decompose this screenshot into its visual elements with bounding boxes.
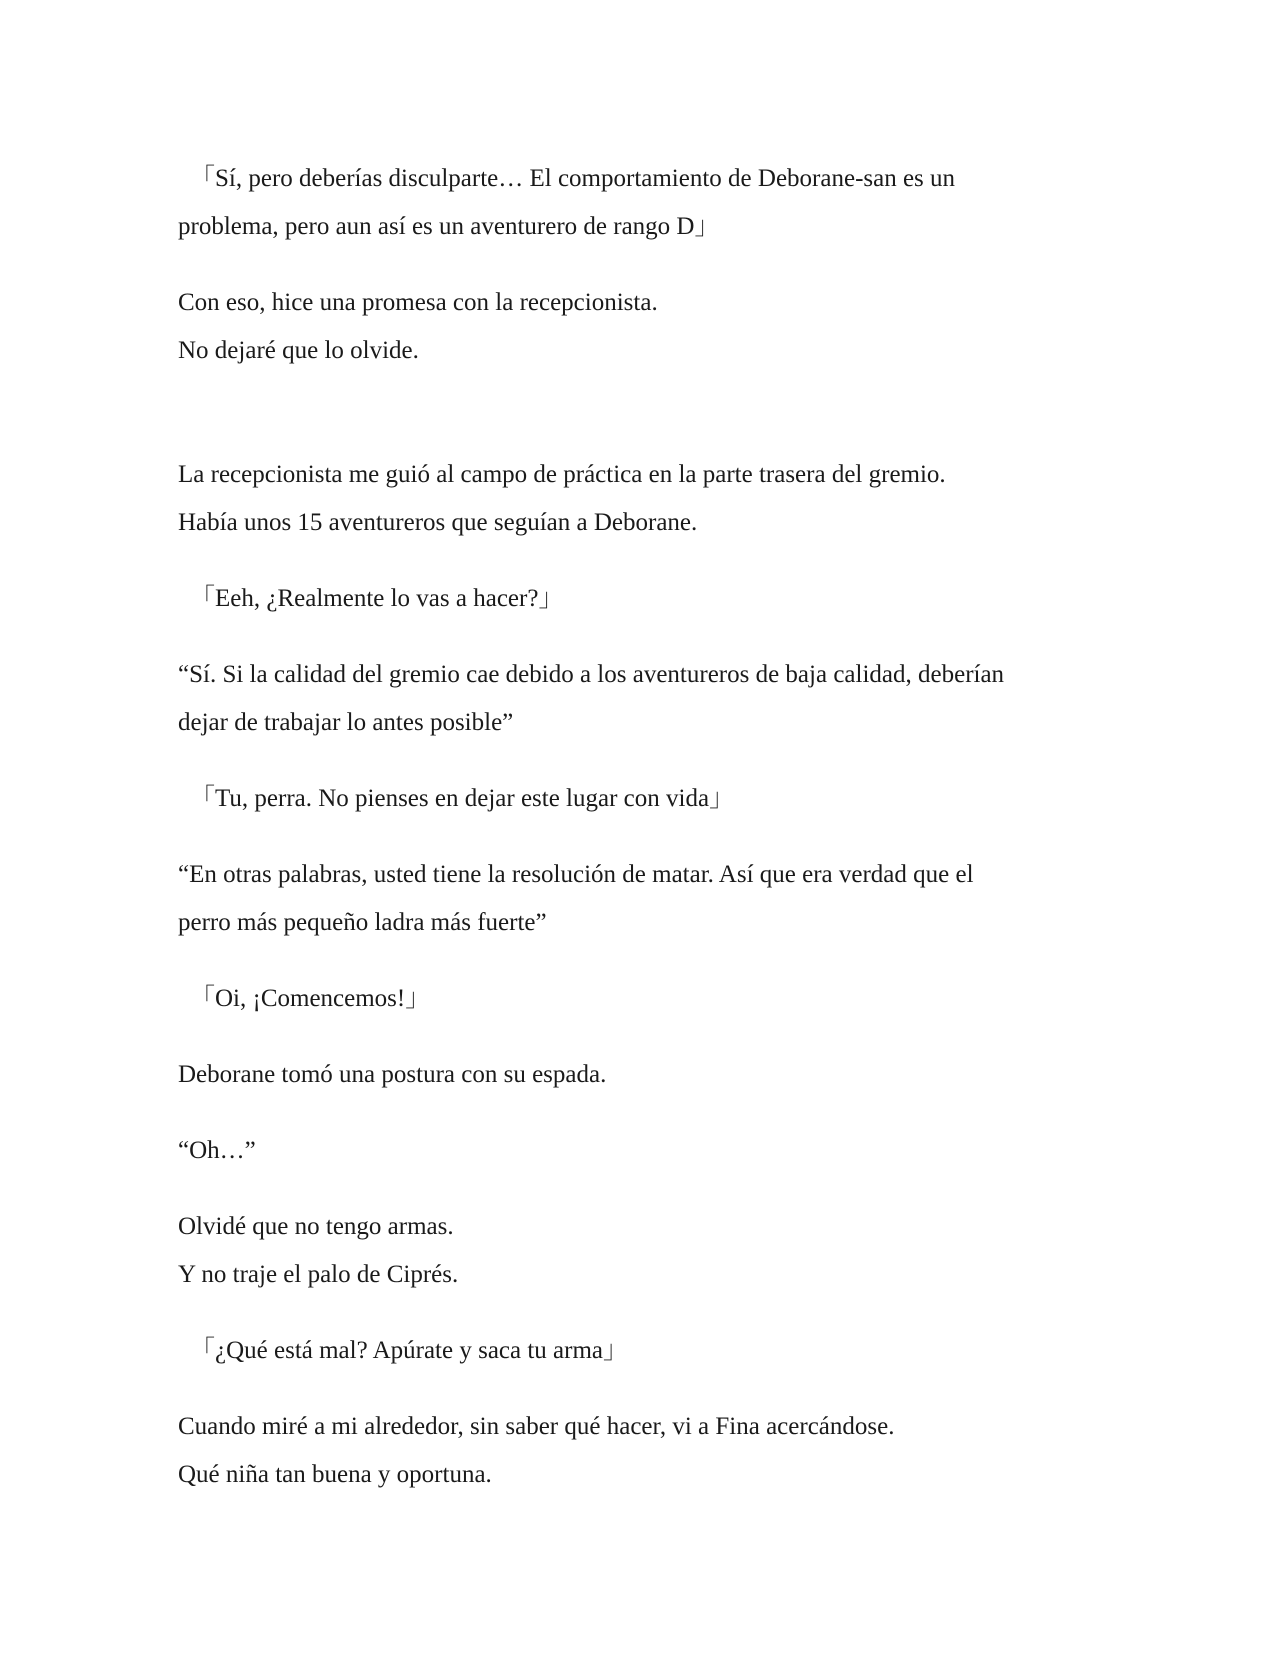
narration-paragraph [178, 451, 1098, 547]
text-line: 「Tu, perra. No pienses en dejar este lugar con vida」 [190, 785, 735, 812]
dialog-paragraph [178, 775, 1098, 823]
text-line: “Oh…” [178, 1137, 256, 1164]
dialog-paragraph [178, 575, 1098, 623]
narration-paragraph [178, 1127, 1098, 1175]
narration-paragraph [178, 651, 1098, 747]
narration-paragraph [178, 1051, 1098, 1099]
text-line: Olvidé que no tengo armas. [178, 1213, 454, 1240]
dialog-paragraph [178, 975, 1098, 1023]
document-body [178, 155, 1098, 1527]
text-line: Con eso, hice una promesa con la recepcionista. [178, 289, 658, 316]
text-line: “En otras palabras, usted tiene la resolución de matar. Así que era verdad que el [178, 861, 974, 888]
text-line: No dejaré que lo olvide. [178, 337, 419, 364]
text-line: 「Eeh, ¿Realmente lo vas a hacer?」 [190, 585, 564, 612]
text-line: Y no traje el palo de Ciprés. [178, 1261, 459, 1288]
dialog-paragraph [178, 155, 1098, 251]
text-line: Había unos 15 aventureros que seguían a Deborane. [178, 509, 698, 536]
text-line: 「¿Qué está mal? Apúrate y saca tu arma」 [190, 1337, 629, 1364]
text-line: 「Oi, ¡Comencemos!」 [190, 985, 431, 1012]
text-line: perro más pequeño ladra más fuerte” [178, 909, 547, 936]
text-line: Cuando miré a mi alrededor, sin saber qué hacer, vi a Fina acercándose. [178, 1413, 895, 1440]
text-line: Qué niña tan buena y oportuna. [178, 1461, 492, 1488]
text-line: “Sí. Si la calidad del gremio cae debido a los aventureros de baja calidad, deberían [178, 661, 1005, 688]
text-line: dejar de trabajar lo antes posible” [178, 709, 514, 736]
text-line: Deborane tomó una postura con su espada. [178, 1061, 607, 1088]
narration-paragraph [178, 1203, 1098, 1299]
text-line: problema, pero aun así es un aventurero de rango D」 [178, 213, 720, 240]
text-line: 「Sí, pero deberías disculparte… El comportamiento de Deborane-san es un [190, 165, 956, 192]
narration-paragraph [178, 279, 1098, 375]
narration-paragraph [178, 851, 1098, 947]
dialog-paragraph [178, 1327, 1098, 1375]
narration-paragraph [178, 1403, 1098, 1499]
text-line: La recepcionista me guió al campo de práctica en la parte trasera del gremio. [178, 461, 946, 488]
